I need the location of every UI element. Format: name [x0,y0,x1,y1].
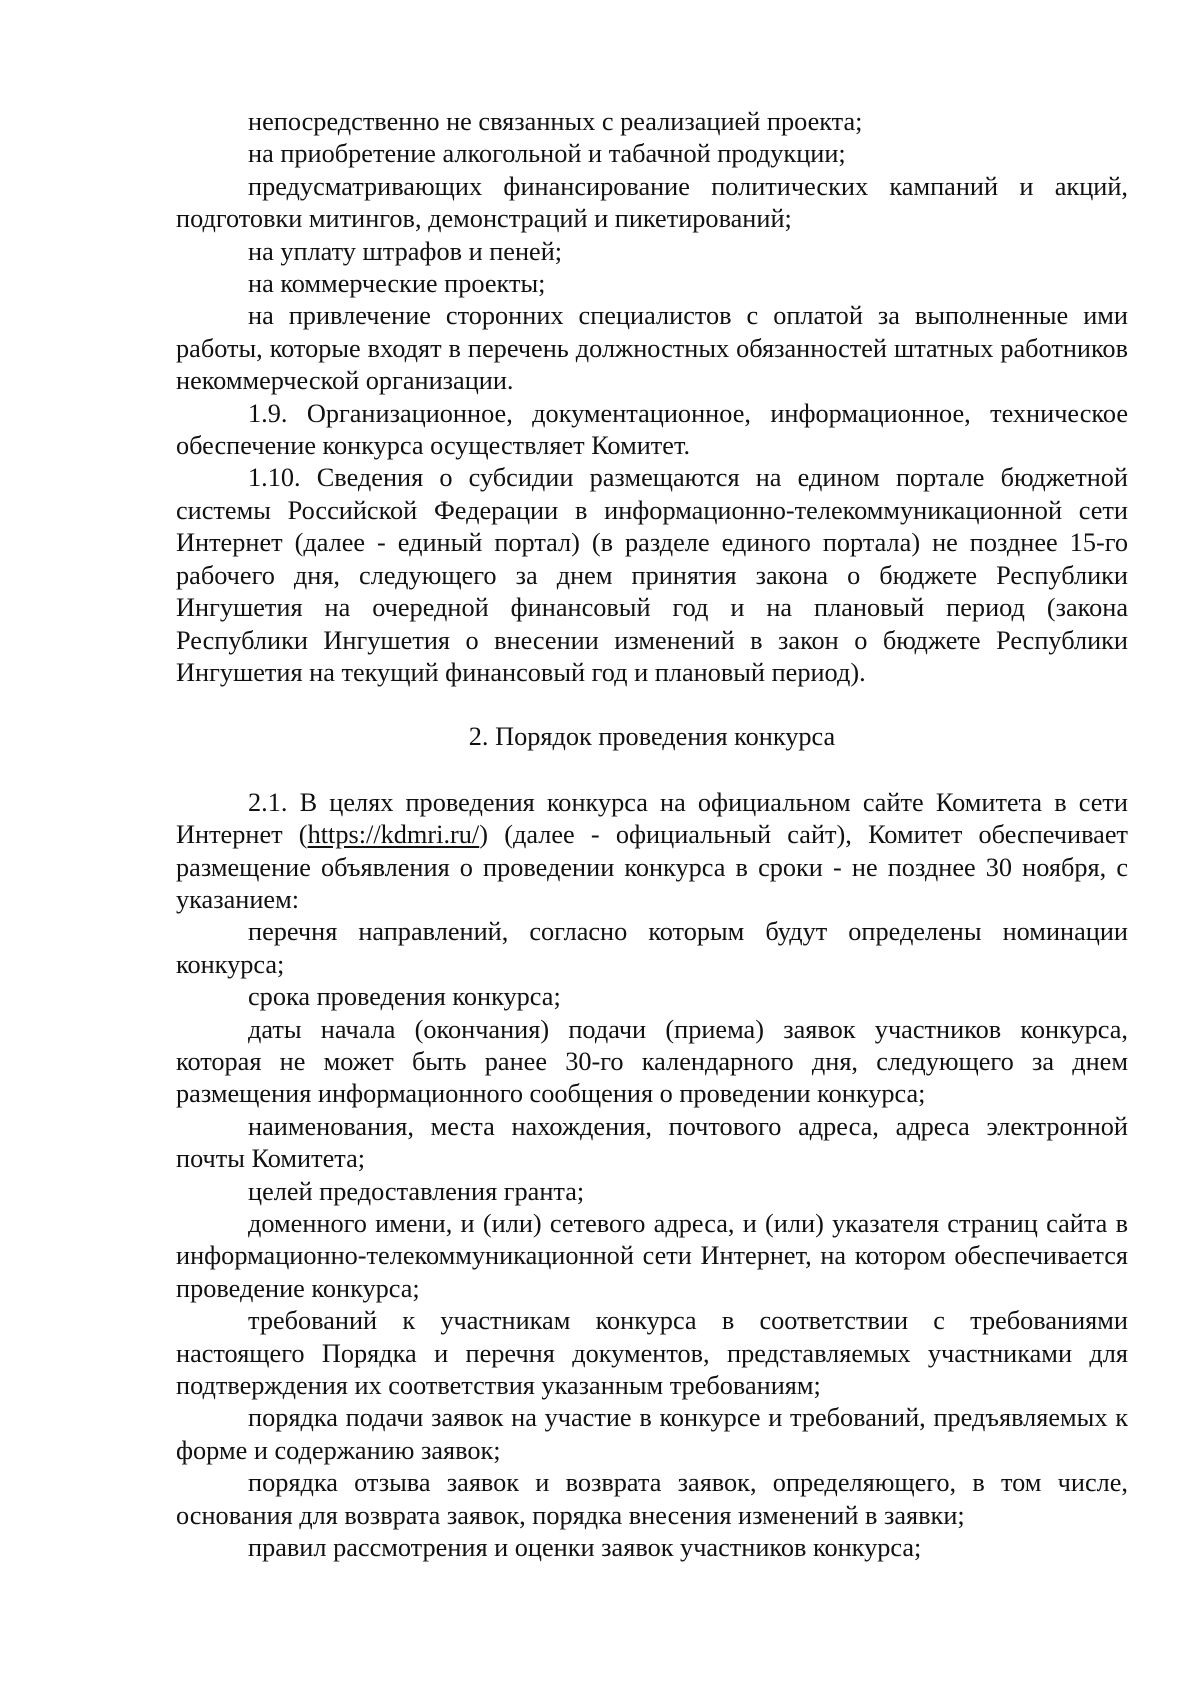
list-item-contacts: наименования, места нахождения, почтового адреса, адреса электронной почты Комитета; [176,1111,1128,1174]
paragraph-2-1-end: ) (далее - официальный сайт), Комитет обеспечивает размещение объявления о проведении конкурса в сроки - не позднее 30 ноября, с указанием: [176,820,1128,914]
list-item-requirements: требований к участникам конкурса в соответствии с требованиями настоящего Порядка и перечня документов, представляемых участниками для подтверждения их соответствия указанным требованиям; [176,1306,1128,1401]
list-item-withdrawal: порядка отзыва заявок и возврата заявок, определяющего, в том числе, основания для возврата заявок, порядка внесения изменений в заявки; [176,1468,1128,1530]
paragraph-5: на коммерческие проекты; [248,269,546,299]
document-page [176,106,1128,1564]
paragraph-4: на уплату штрафов и пеней; [248,236,563,266]
list-item-review-rules: правил рассмотрения и оценки заявок участников конкурса; [248,1533,922,1563]
paragraph-6: на привлечение сторонних специалистов с оплатой за выполненные ими работы, которые входят в перечень должностных обязанностей штатных работников некоммерческой организации. [176,301,1128,396]
paragraph-1-10: 1.10. Сведения о субсидии размещаются на едином портале бюджетной системы Российской Федерации в информационно-телекоммуникационной сети Интернет (далее - единый портал) (в разделе единого портала) не позднее 15-го рабочего дня, следующего за днем принятия закона о бюджете Республики Ингушетия на очередной финансовый год и на плановый период (закона Республики Ингушетия о внесении изменений в закон о бюджете Республики Ингушетия на текущий финансовый год и плановый период). [176,463,1128,687]
list-item-directions: перечня направлений, согласно которым будут определены номинации конкурса; [176,917,1128,979]
website-link[interactable]: https://kdmri.ru/ [307,820,480,850]
paragraph-1: непосредственно не связанных с реализацией проекта; [248,107,863,136]
paragraph-2-1 [176,787,1128,917]
paragraph-1-9: 1.9. Организационное, документационное, информационное, техническое обеспечение конкурса осуществляет Комитет. [176,398,1128,461]
list-item-dates: даты начала (окончания) подачи (приема) заявок участников конкурса, которая не может быть ранее 30-го календарного дня, следующего за днем размещения информационного сообщения о проведении конкурса; [176,1014,1128,1109]
list-item-domain: доменного имени, и (или) сетевого адреса, и (или) указателя страниц сайта в информационно-телекоммуникационной сети Интернет, на котором обеспечивается проведение конкурса; [176,1209,1128,1303]
list-item-term: срока проведения конкурса; [248,982,561,1012]
paragraph-2-1-start: 2.1. В целях проведения конкурса на официальном сайте Комитета в сети Интернет ( [176,787,1128,850]
list-item-goals: целей предоставления гранта; [248,1176,585,1206]
list-item-submission: порядка подачи заявок на участие в конкурсе и требований, предъявляемых к форме и содержанию заявок; [176,1403,1128,1465]
section-heading: 2. Порядок проведения конкурса [468,722,836,752]
paragraph-3: предусматривающих финансирование политических кампаний и акций, подготовки митингов, демонстраций и пикетирований; [176,171,1128,234]
paragraph-2: на приобретение алкогольной и табачной продукции; [248,139,846,169]
